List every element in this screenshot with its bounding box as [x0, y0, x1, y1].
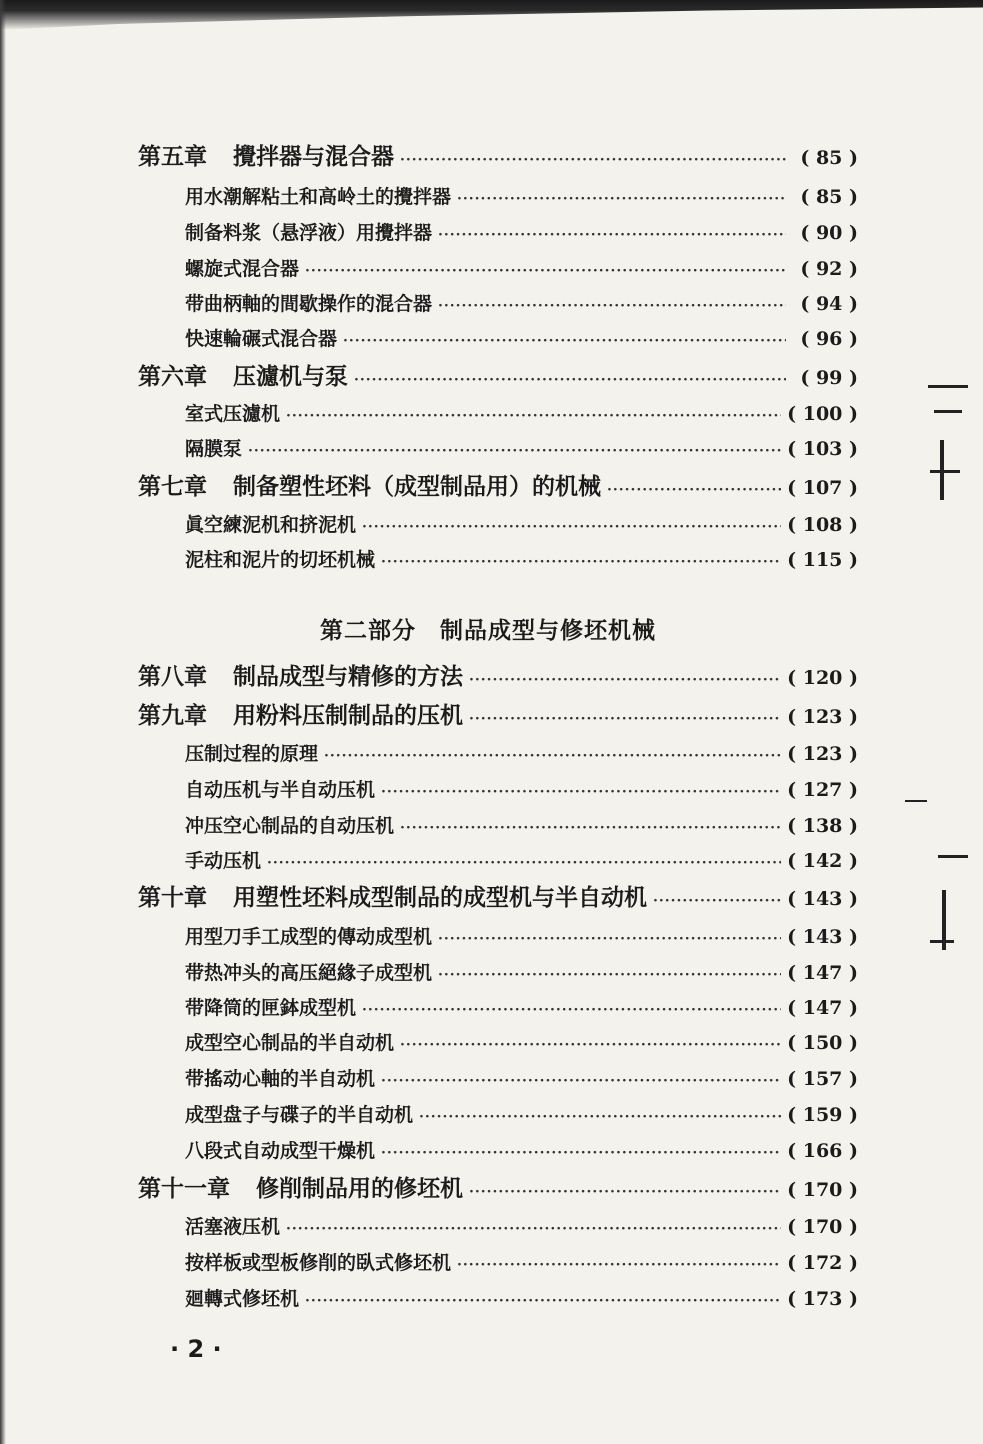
toc-section-row: [185, 1098, 858, 1132]
margin-ink-mark: [930, 470, 960, 473]
dot-leader: [362, 510, 781, 544]
chapter-title: 修削制品用的修坯机: [256, 1175, 463, 1202]
part-title: 制品成型与修坯机械: [440, 617, 656, 644]
section-title: 廻轉式修坯机: [185, 1288, 300, 1310]
margin-ink-mark: [928, 385, 968, 388]
page-reference: ( 123 ): [787, 743, 858, 765]
section-title: 带降筒的匣鉢成型机: [185, 997, 357, 1019]
toc-section-row: [185, 322, 858, 356]
section-title: 隔膜泵: [185, 438, 243, 460]
chapter-number: 第九章: [138, 702, 207, 729]
page-reference: ( 96 ): [800, 328, 858, 350]
toc-section-row: [185, 773, 858, 807]
dot-leader: [305, 1284, 781, 1318]
part-heading: [320, 612, 656, 645]
section-title: 眞空練泥机和挤泥机: [185, 514, 357, 536]
toc-section-row: [185, 809, 858, 843]
toc-section-row: [185, 180, 858, 214]
section-title: 用水潮解粘土和高岭土的攪拌器: [185, 186, 452, 208]
section-title: 用型刀手工成型的傳动成型机: [185, 926, 433, 948]
dot-leader: [438, 922, 781, 956]
toc-section-row: [185, 1134, 858, 1168]
section-title: 快速輪碾式混合器: [185, 328, 338, 350]
page-top-shadow: [0, 0, 983, 30]
page-reference: ( 99 ): [800, 367, 858, 389]
toc-section-row: [185, 1246, 858, 1280]
toc-section-row: [185, 397, 858, 431]
chapter-number: 第七章: [138, 473, 207, 500]
margin-ink-mark: [930, 940, 954, 943]
toc-section-row: [185, 1282, 858, 1316]
section-title: 手动压机: [185, 850, 262, 872]
page-reference: ( 85 ): [800, 147, 858, 169]
page-reference: ( 170 ): [787, 1179, 858, 1201]
page-reference: ( 123 ): [787, 706, 858, 728]
toc-section-row: [185, 543, 858, 577]
toc-section-row: [185, 737, 858, 771]
toc-section-row: [185, 956, 858, 990]
chapter-number: 第十章: [138, 884, 207, 911]
page-reference: ( 92 ): [800, 258, 858, 280]
toc-section-row: [185, 1210, 858, 1244]
section-title: 带热冲头的高压絕緣子成型机: [185, 962, 433, 984]
toc-chapter-row: [138, 140, 858, 174]
toc-section-row: [185, 432, 858, 466]
page-reference: ( 103 ): [787, 438, 858, 460]
page-number: · 2 ·: [170, 1335, 222, 1363]
dot-leader: [457, 182, 786, 216]
dot-leader: [381, 545, 781, 579]
dot-leader: [400, 1028, 781, 1062]
section-title: 成型空心制品的半自动机: [185, 1032, 395, 1054]
section-title: 带搖动心軸的半自动机: [185, 1068, 376, 1090]
page-left-shadow: [0, 0, 6, 1444]
page-reference: ( 170 ): [787, 1216, 858, 1238]
dot-leader: [469, 702, 781, 736]
page-reference: ( 157 ): [787, 1068, 858, 1090]
page-reference: ( 90 ): [800, 222, 858, 244]
page-reference: ( 108 ): [787, 514, 858, 536]
toc-section-row: [185, 844, 858, 878]
page-reference: ( 166 ): [787, 1140, 858, 1162]
page-reference: ( 172 ): [787, 1252, 858, 1274]
toc-section-row: [185, 1062, 858, 1096]
page-reference: ( 173 ): [787, 1288, 858, 1310]
dot-leader: [469, 663, 781, 697]
section-title: 自动压机与半自动压机: [185, 779, 376, 801]
chapter-number: 第五章: [138, 143, 207, 170]
dot-leader: [381, 775, 781, 809]
margin-ink-mark: [934, 410, 962, 413]
page-reference: ( 147 ): [787, 962, 858, 984]
toc-section-row: [185, 216, 858, 250]
toc-section-row: [185, 920, 858, 954]
page-reference: ( 120 ): [787, 667, 858, 689]
chapter-number: 第十一章: [138, 1175, 230, 1202]
toc-chapter-row: [138, 470, 858, 504]
dot-leader: [286, 399, 781, 433]
chapter-number: 第六章: [138, 363, 207, 390]
section-title: 带曲柄軸的間歇操作的混合器: [185, 293, 433, 315]
section-title: 八段式自动成型干燥机: [185, 1140, 376, 1162]
page-reference: ( 100 ): [787, 403, 858, 425]
dot-leader: [362, 993, 781, 1027]
dot-leader: [267, 846, 781, 880]
toc-section-row: [185, 252, 858, 286]
toc-chapter-row: [138, 699, 858, 733]
section-title: 制备料浆（悬浮液）用攪拌器: [185, 222, 433, 244]
section-title: 泥柱和泥片的切坯机械: [185, 549, 376, 571]
page-reference: ( 127 ): [787, 779, 858, 801]
page-reference: ( 142 ): [787, 850, 858, 872]
toc-chapter-row: [138, 660, 858, 694]
dot-leader: [438, 289, 786, 323]
toc-chapter-row: [138, 881, 858, 915]
dot-leader: [381, 1136, 781, 1170]
section-title: 按样板或型板修削的臥式修坯机: [185, 1252, 452, 1274]
section-title: 冲压空心制品的自动压机: [185, 815, 395, 837]
margin-ink-mark: [938, 855, 968, 858]
toc-section-row: [185, 287, 858, 321]
toc-chapter-row: [138, 360, 858, 394]
dot-leader: [400, 143, 786, 177]
section-title: 螺旋式混合器: [185, 258, 300, 280]
margin-ink-mark: [905, 800, 927, 802]
page-reference: ( 143 ): [787, 926, 858, 948]
dot-leader: [354, 363, 786, 397]
dot-leader: [324, 739, 781, 773]
chapter-title: 压濾机与泵: [233, 363, 348, 390]
dot-leader: [248, 434, 781, 468]
section-title: 成型盘子与碟子的半自动机: [185, 1104, 414, 1126]
page-reference: ( 159 ): [787, 1104, 858, 1126]
toc-chapter-row: [138, 1172, 858, 1206]
chapter-title: 攪拌器与混合器: [233, 143, 394, 170]
section-title: 压制过程的原理: [185, 743, 319, 765]
chapter-number: 第八章: [138, 663, 207, 690]
dot-leader: [438, 218, 786, 252]
dot-leader: [653, 884, 781, 918]
chapter-title: 制品成型与精修的方法: [233, 663, 463, 690]
dot-leader: [438, 958, 781, 992]
dot-leader: [343, 324, 786, 358]
page-reference: ( 85 ): [800, 186, 858, 208]
toc-section-row: [185, 508, 858, 542]
page-reference: ( 107 ): [787, 477, 858, 499]
page-reference: ( 150 ): [787, 1032, 858, 1054]
toc-section-row: [185, 991, 858, 1025]
chapter-title: 制备塑性坯料（成型制品用）的机械: [233, 473, 601, 500]
dot-leader: [457, 1248, 781, 1282]
section-title: 活塞液压机: [185, 1216, 281, 1238]
dot-leader: [305, 254, 786, 288]
page-reference: ( 147 ): [787, 997, 858, 1019]
dot-leader: [419, 1100, 781, 1134]
dot-leader: [400, 811, 781, 845]
chapter-title: 用塑性坯料成型制品的成型机与半自动机: [233, 884, 647, 911]
dot-leader: [286, 1212, 781, 1246]
page-reference: ( 138 ): [787, 815, 858, 837]
page-reference: ( 115 ): [787, 549, 858, 571]
toc-section-row: [185, 1026, 858, 1060]
section-title: 室式压濾机: [185, 403, 281, 425]
chapter-title: 用粉料压制制品的压机: [233, 702, 463, 729]
part-label: 第二部分: [320, 617, 416, 644]
page-reference: ( 143 ): [787, 888, 858, 910]
dot-leader: [469, 1175, 781, 1209]
dot-leader: [381, 1064, 781, 1098]
page-reference: ( 94 ): [800, 293, 858, 315]
dot-leader: [607, 473, 781, 507]
